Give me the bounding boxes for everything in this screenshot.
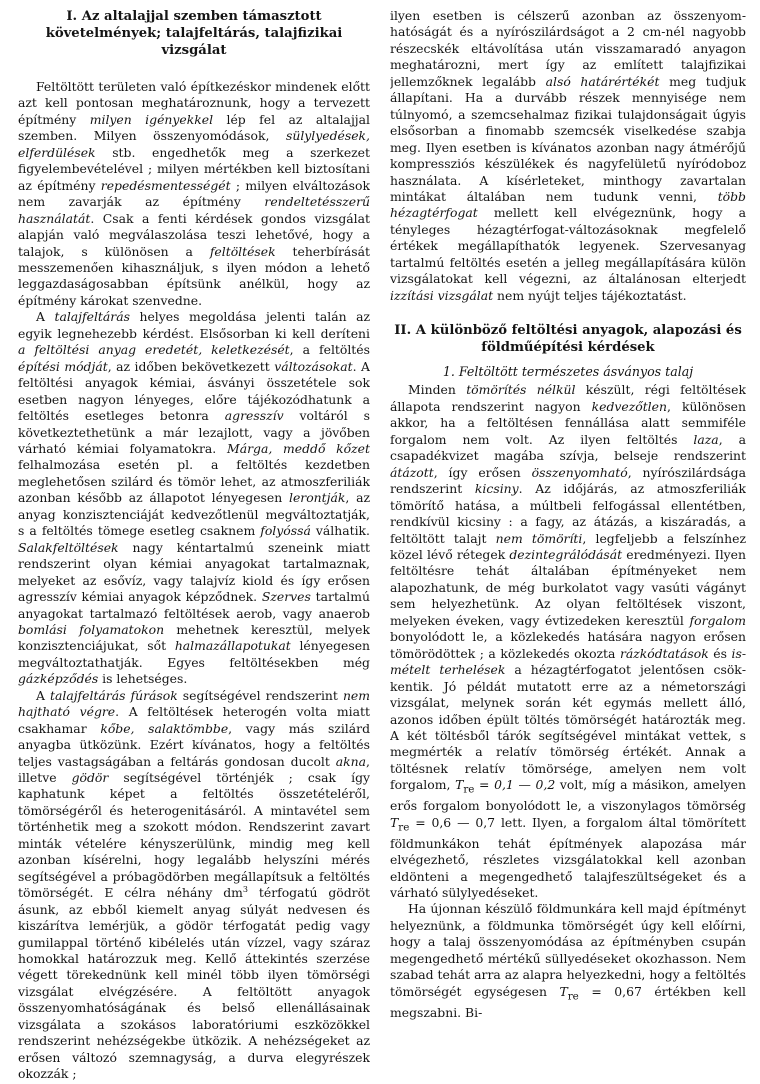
paragraph-old-fills — [390, 382, 746, 901]
paragraph-requirements — [18, 79, 370, 309]
text-run: a hézagtérfogatot jelentősen csökkentik. Jó példát mutatott erre az a németországi vizsgálat, melynek során két egymás mellett álló, azonos időben épült töltés tömörségét határozták meg. A két töltésből tárók segítségével mintákat vettek, s megmérték a relatív tömörség értékét. Annak a töltésnek relatív tömörsége, amelyen nem volt forgalom, — [390, 662, 746, 793]
right-column — [390, 8, 746, 1084]
emphasis-text: összenyomható — [531, 464, 628, 480]
emphasis-text: talajfeltárás fúrások — [50, 687, 178, 703]
text-run: , különösen akkor, ha a feltöltésen fennállása alatt semmiféle forgalom nem volt. Az ilyen feltöltés — [390, 398, 746, 447]
emphasis-text: halmazállapotukat — [174, 638, 291, 654]
emphasis-text: alsó határértékét — [545, 73, 660, 89]
emphasis-text: akna — [335, 753, 367, 769]
text-run: = 0,67 értékben kell megszabni. Bi- — [390, 983, 746, 1020]
text-run: nagy kéntartalmú szeneink miatt rendszerint olyan kémiai anyagokat tartalmaznak, melyeket az esővíz, vagy talajvíz kiold és így erősen agresszív kémiai anyagok képződnek. — [18, 539, 370, 605]
subscript: re — [398, 821, 410, 834]
paragraph-continuation — [390, 8, 746, 304]
emphasis-text: kicsiny — [474, 481, 519, 497]
text-run: Feltöltött területen való építkezéskor mindenek előtt azt kell pontosan meghatároznunk, hogy a tervezett építmény — [18, 79, 370, 127]
text-run: . A feltöltések heterogén volta miatt csakhamar — [18, 704, 370, 736]
section-heading-2: II. A különböző feltöltési anyagok, alapozási és földműépítési kérdések — [394, 323, 742, 356]
emphasis-text: lerontják — [289, 490, 346, 506]
text-run: felhalmozása esetén pl. a feltöltés kezdetben meglehetősen szilárd és tömör lehet, az atmoszferiliák azonban később az állapotot lényegesen — [18, 457, 370, 506]
paragraph-exploration — [18, 309, 370, 687]
emphasis-text: talajfeltárás — [54, 309, 130, 325]
emphasis-text: gázképződés — [18, 671, 99, 687]
text-run: A — [36, 309, 55, 325]
text-run: Minden — [408, 382, 467, 398]
emphasis-text: feltöltések — [209, 243, 276, 259]
emphasis-text: sülylyedések, elferdülések — [18, 128, 370, 160]
emphasis-text: bomlási folyamatokon — [18, 621, 165, 637]
text-run: , így erősen — [433, 464, 532, 480]
text-run: , nyírószilárdsága rendszerint — [390, 464, 746, 497]
text-run: . Csak a fenti kérdések gondos vizsgálat alapján való megválaszolása teszi lehetővé, hogy a talajok, s különösen a — [18, 210, 370, 259]
emphasis-text: milyen igényekkel — [89, 111, 214, 127]
emphasis-text: kedvezőtlen — [591, 398, 667, 414]
text-run: teherbírását messzemenően kihasználjuk, s ilyen módon a lehető leggazdaságosabban építsünk anélkül, hogy az építmény károkat szenvedne. — [18, 243, 370, 308]
section-heading-1: I. Az altalajjal szemben támasztott követelmények; talajfeltárás, talajfizikai vizsgálat — [45, 9, 343, 58]
emphasis-text: gödör — [71, 770, 109, 786]
emphasis-text: Salakfeltöltések — [18, 539, 119, 555]
text-run: készült, régi feltöltések állapota rendszerint nagyon — [390, 382, 746, 414]
text-run: nem nyújt teljes tájékoztatást. — [493, 287, 687, 303]
text-run: ilyen esetben is célszerű azonban az összenyomhatóságát és a nyírószilárdságot a 2 cm-nél nagyobb részecskék eltávolítása után visszamaradó anyagon meghatározni, mert így az említett talajfizikai jellemzőknek legalább — [390, 8, 746, 89]
emphasis-text: T — [455, 777, 464, 793]
emphasis-text: agresszív — [224, 408, 284, 424]
paragraph-new-earthworks — [390, 901, 746, 1021]
emphasis-text: Szerves — [261, 589, 311, 605]
text-run: térfogatú gödröt ásunk, az ebből kiemelt anyag súlyát nedvesen és kiszárítva lemérjük, a gödör térfogatát pedig vagy gumilappal történő kibélelés után vízzel, vagy száraz homokkal határozzuk meg. Kellő áttekintés szerzése végett törekednünk kell minél több ilyen tömörségi vizsgálat elvégzésére. A feltöltött anyagok összenyomhatóságának és belső ellenállásainak vizsgálata a szokásos laboratóriumi eszközökkel rendszerint nehézségekbe ütközik. A nehézségeket az erősen változó szemnagyság, a durva elegyrészek okozzák ; — [18, 885, 370, 1082]
text-run: = 0,6 — 0,7 lett. Ilyen, a forgalom által tömörített földmunkákon tehát építmények alapozása már elvégezhető, részletes vizsgálatokkal kell azonban eldönteni a megengedhető talajfeszültségeket és a várható sülylyedéseket. — [390, 814, 746, 900]
text-run: eredményezi. Ilyen feltöltésre tehát általában építményeket nem alapozhatunk, de még burkolatot vagy vasúti vágányt sem helyezhetünk. Az olyan feltöltések viszont, melyeken éveken, vagy évtizedeken keresztül — [390, 546, 746, 628]
superscript: 3 — [242, 885, 248, 895]
text-run: stb. engedhetők meg a szerkezet figyelembevételével ; milyen mértékben kell biztosítani az építmény — [18, 144, 370, 193]
subscript: re — [463, 783, 475, 796]
emphasis-text: laza — [693, 431, 719, 447]
emphasis-text: több hézagtérfogat — [390, 188, 746, 221]
emphasis-text: átázott — [390, 464, 434, 480]
left-column — [18, 8, 370, 1084]
text-run: voltáról s következtethetünk a már lezajlott, vagy a jövőben várható kémiai folyamatokra. — [18, 408, 370, 456]
emphasis-text: rázkódtatások — [619, 645, 709, 661]
emphasis-text: változásokat — [274, 358, 353, 374]
text-run: Ha újonnan készülő földmunkára kell majd építményt helyeznünk, a földmunka tömörségét úgy kell előírni, hogy a talaj összenyomódása az építményben csupán megengedhető mértékű süllyedéseket okozhasson. Nem szabad tehát arra az alapra helyezkedni, hogy a feltöltés tömörségét egységesen — [390, 901, 746, 999]
text-run: , vagy más szilárd anyagba ütközünk. Ezért kívánatos, hogy a feltöltés teljes vastagságában a feltárás gondosan ducolt — [18, 720, 370, 769]
emphasis-text: rendeltetésszerű használatát — [18, 194, 370, 226]
text-run: segítségével rendszerint — [177, 687, 343, 703]
text-run: és — [708, 645, 732, 661]
text-run: mellett kell elvégeznünk, hogy a tényleges hézagtérfogat-változásoknak megfelelő értékek megállapíthatók legyenek. Szervesanyag tartalmú feltöltés esetén a jelleg megállapítására külön vizsgálatokat kell végezni, az általánosan elterjedt — [390, 205, 746, 287]
text-run: lényegesen megváltoztathatják. Egyes feltöltésekben még — [18, 638, 370, 670]
text-run: , illetve — [18, 753, 370, 786]
emphasis-text: forgalom — [689, 612, 746, 628]
emphasis-text: T — [559, 983, 568, 999]
subscript: re — [567, 990, 579, 1003]
emphasis-text: tömörítés nélkül — [466, 382, 576, 398]
text-run: , a feltöltés — [289, 342, 370, 358]
emphasis-text: folyóssá — [260, 523, 311, 539]
emphasis-text: nem tömöríti — [495, 530, 583, 546]
text-run: meg tudjuk állapítani. Ha a durvább részek mennyisége nem túlnyomó, a szemcsehalmaz fizikai tulajdonságait úgyis elsősorban a finomabb szemcsék viselkedése szabja meg. Ilyen esetben is kívánatos azonban nagy átmérőjű kompressziós készülékek és nagyfelületű nyíródoboz használata. A kísérleteket, minthogy zavartalan mintákat általában nem tudunk venni, — [390, 73, 746, 204]
text-run: bonyolódott le, a közlekedés hatására nagyon erősen tömörödöttek ; a közlekedés okozta — [390, 629, 746, 661]
text-run: , az időben bekövetkezett — [107, 358, 275, 374]
text-run: . A feltöltési anyagok kémiai, ásványi összetétele sok esetben nagyon lényeges, előre tájékozódhatunk a feltöltés esetleges betonra — [18, 358, 370, 424]
emphasis-text: nem hajtható végre — [18, 687, 370, 720]
emphasis-text: a feltöltési anyag eredetét, keletkezését — [18, 342, 290, 358]
emphasis-text: kőbe, salaktömbbe — [100, 720, 229, 736]
text-run: mehetnek keresztül, melyek konzisztenciájukat, sőt — [18, 621, 370, 654]
subsection-heading: 1. Feltöltött természetes ásványos talaj — [442, 364, 694, 380]
text-run: volt, míg a másikon, amelyen erős forgalom bonyolódott le, a viszonylagos tömörség — [390, 777, 746, 814]
text-run: , a csapadékvizet magába szívja, belseje rendszerint — [390, 431, 746, 464]
emphasis-text: izzítási vizsgálat — [390, 287, 494, 303]
emphasis-text: dezintegrálódását — [509, 546, 623, 562]
text-run: ; milyen elváltozások nem zavarják az építmény — [18, 177, 370, 210]
text-run: , az anyag konzisztenciáját kedvezőtlenül megváltoztatják, s a feltöltés tömege esetleg csaknem — [18, 490, 370, 539]
text-run: , legfeljebb a felszínhez közel lévő rétegek — [390, 530, 746, 562]
text-run: = — [474, 777, 495, 793]
emphasis-text: repedésmentességét — [100, 177, 231, 193]
text-run: válhatik. — [310, 523, 370, 539]
text-run: lép fel az altalajjal szemben. Milyen összenyomódások, — [18, 111, 370, 144]
emphasis-text: Márga, meddő kőzet — [227, 440, 370, 456]
two-column-layout — [18, 8, 746, 1084]
emphasis-text: építési módját — [18, 358, 108, 374]
text-run: helyes megoldása jelenti talán az egyik legnehezebb kérdést. Elsősorban ki kell deríteni — [18, 309, 370, 341]
text-run: A — [36, 687, 50, 703]
emphasis-text: ismételt terhelések — [390, 645, 746, 678]
text-run: . Az időjárás, az atmoszferiliák tömörítő hatása, a múltbeli felfogással ellentétben, rendkívül kicsiny : a fagy, az átázás, a kiszáradás, a feltöltött talajt — [390, 481, 746, 546]
text-run: is lehetséges. — [98, 671, 188, 687]
paragraph-pits-and-sampling — [18, 688, 370, 1083]
text-run: tartalmú anyagokat tartalmazó feltöltések aerob, vagy anaerob — [18, 589, 370, 621]
text-run: segítségével történjék ; csak így kaphatunk képet a feltöltés összetételéről, tömörségéről és heterogenitásáról. A mintavétel sem történhetik meg a szokott módon. Rendszerint zavart minták vételére kényszerülünk, mindig meg kell azonban kísérelni, hogy legalább helyszíni mérés segítségével a próbagödörben megállapítsuk a feltöltés tömörségét. E célra néhány dm — [18, 770, 370, 901]
emphasis-text: 0,1 — 0,2 — [494, 777, 556, 793]
emphasis-text: T — [390, 814, 399, 830]
